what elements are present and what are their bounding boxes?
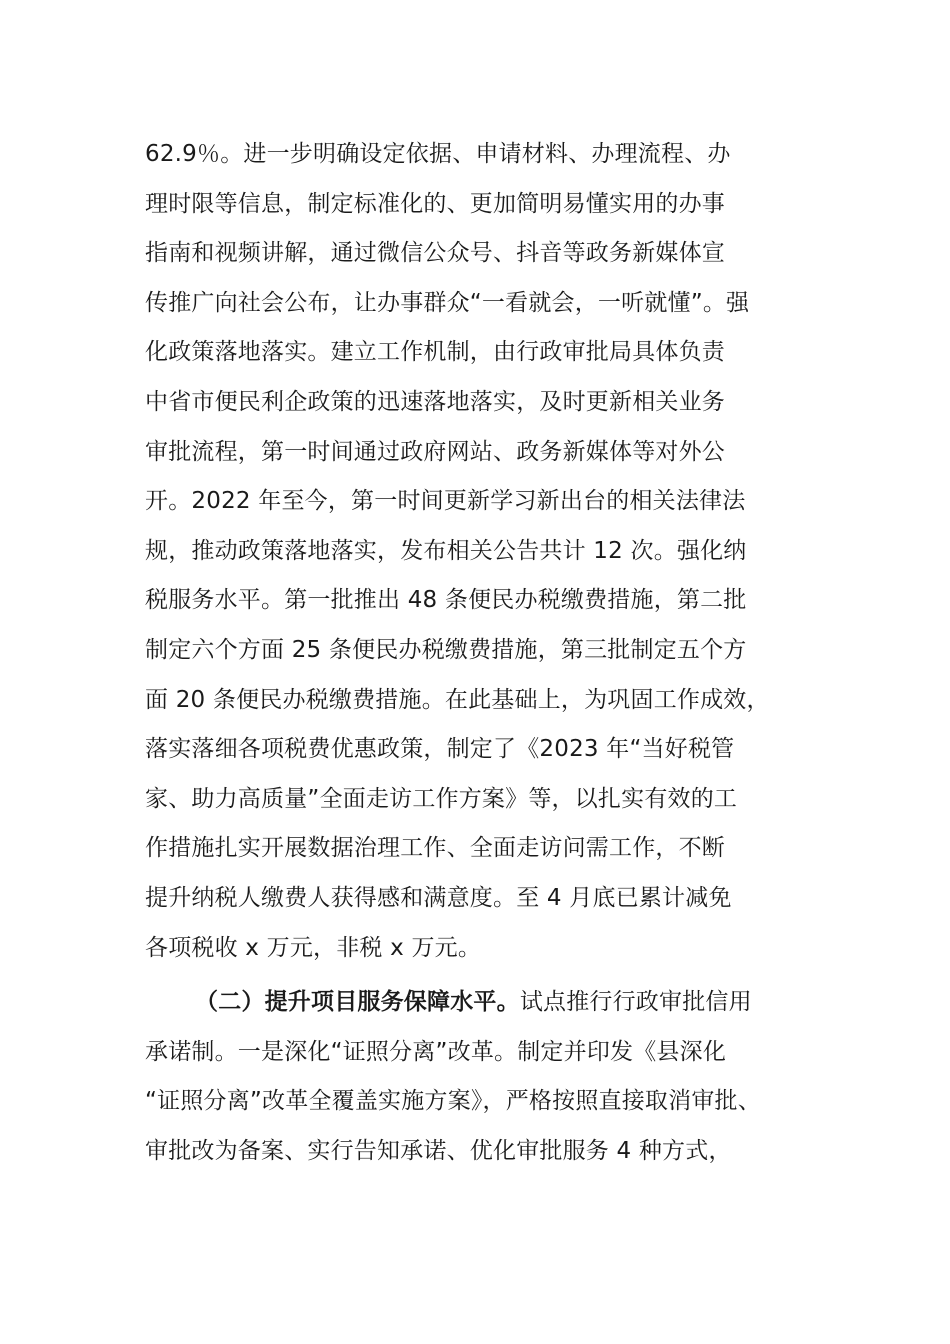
text-line: 指南和视频讲解，通过微信公众号、抖音等政务新媒体宣 xyxy=(145,240,725,267)
text-line: 中省市便民利企政策的迅速落地落实，及时更新相关业务 xyxy=(145,388,725,415)
paragraph-1 xyxy=(145,130,835,973)
text-line: 理时限等信息，制定标准化的、更加简明易懂实用的办事 xyxy=(145,190,725,217)
text-line: 开。2022 年至今，第一时间更新学习新出台的相关法律法 xyxy=(145,488,746,515)
text-line: 62.9％。进一步明确设定依据、申请材料、办理流程、办 xyxy=(145,141,731,167)
text-line: 家、助力高质量”全面走访工作方案》等，以扎实有效的工 xyxy=(145,785,738,812)
text-line: 规，推动政策落地落实，发布相关公告共计 12 次。强化纳 xyxy=(145,537,747,564)
text-line: 制定六个方面 25 条便民办税缴费措施，第三批制定五个方 xyxy=(145,636,747,663)
text-line: 各项税收 x 万元，非税 x 万元。 xyxy=(145,934,482,961)
text-line: 传推广向社会公布，让办事群众“一看就会，一听就懂”。强 xyxy=(145,289,750,316)
text-line: 提升纳税人缴费人获得感和满意度。至 4 月底已累计减免 xyxy=(145,884,732,911)
paragraph-first-line xyxy=(145,978,835,1028)
text-line: 作措施扎实开展数据治理工作、全面走访问需工作，不断 xyxy=(145,835,725,862)
text-line: 承诺制。一是深化“证照分离”改革。制定并印发《县深化 xyxy=(145,1038,727,1065)
text-line: 化政策落地落实。建立工作机制，由行政审批局具体负责 xyxy=(145,339,725,366)
text-line: 审批改为备案、实行告知承诺、优化审批服务 4 种方式， xyxy=(145,1137,732,1164)
section-heading: （二）提升项目服务保障水平。 xyxy=(195,989,520,1015)
paragraph-2 xyxy=(145,978,835,1176)
text-line: “证照分离”改革全覆盖实施方案》，严格按照直接取消审批、 xyxy=(145,1088,761,1115)
heading-continuation: 试点推行行政审批信用 xyxy=(519,989,752,1015)
text-line: 审批流程，第一时间通过政府网站、政务新媒体等对外公 xyxy=(145,438,725,465)
text-line: 面 20 条便民办税缴费措施。在此基础上，为巩固工作成效， xyxy=(145,686,770,713)
text-line: 税服务水平。第一批推出 48 条便民办税缴费措施，第二批 xyxy=(145,587,747,614)
text-line: 落实落细各项税费优惠政策，制定了《2023 年“当好税管 xyxy=(145,736,735,763)
